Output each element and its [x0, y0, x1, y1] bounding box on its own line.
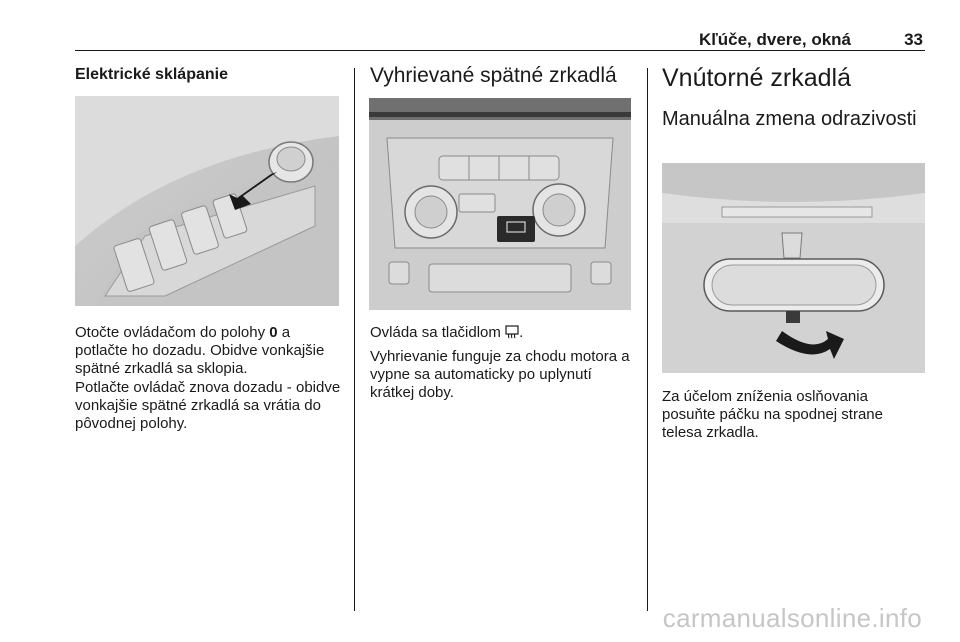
paragraph: Vyhrievanie funguje za chodu motora a vypne sa automaticky po uplynutí krátkej doby. — [370, 348, 630, 401]
rearview-mirror-illustration — [662, 163, 925, 373]
page-number: 33 — [904, 30, 923, 49]
paragraph: Potlačte ovládač znova dozadu - obidve vonkajšie spätné zrkadlá sa vrátia do pôvodnej polohy. — [75, 379, 341, 432]
column-divider — [647, 68, 648, 611]
paragraph: Ovláda sa tlačidlom . — [370, 324, 632, 344]
column-divider — [354, 68, 355, 611]
page-header — [75, 30, 925, 51]
rearview-mirror-figure — [662, 163, 925, 373]
climate-control-panel-illustration — [369, 98, 631, 310]
rear-defrost-icon — [505, 325, 519, 344]
section-heading: Vyhrievané spätné zrkadlá — [370, 64, 617, 87]
climate-panel-figure — [369, 98, 631, 310]
power-folding-figure — [75, 96, 339, 306]
paragraph: Otočte ovládačom do polohy 0 a potlačte ho dozadu. Obidve vonkajšie spätné zrkadlá sa sklopia. — [75, 324, 325, 377]
power-folding-mirror-switch-illustration — [75, 96, 339, 306]
section-heading: Elektrické sklápanie — [75, 66, 228, 83]
position-zero: 0 — [269, 324, 278, 341]
subsection-heading: Manuálna zmena odrazivosti — [662, 108, 917, 130]
paragraph: Za účelom zníženia oslňovania posuňte páčku na spodnej strane telesa zrkadla. — [662, 388, 883, 441]
watermark: carmanualsonline.info — [662, 603, 922, 633]
section-title: Kľúče, dvere, okná — [698, 30, 851, 49]
section-heading: Vnútorné zrkadlá — [662, 64, 852, 92]
